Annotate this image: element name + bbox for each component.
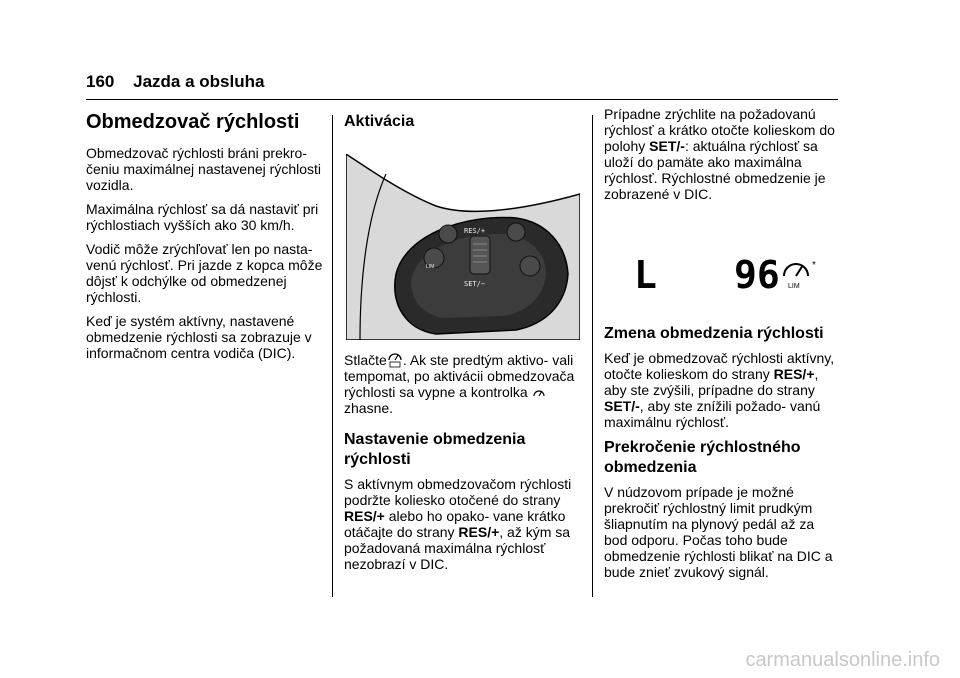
page-number: 160 <box>86 72 115 91</box>
steering-wheel-illustration <box>346 154 580 340</box>
dic-limiter-icon <box>784 260 816 276</box>
paragraph: Vodič môže zrýchľovať len po nasta- venú rýchlosť. Pri jazde z kopca môže dôjsť k odchýlke od obmedzenej rýchlosti. <box>86 241 323 305</box>
res-label: RES/+ <box>464 227 486 235</box>
dic-speed: 96 <box>734 253 780 294</box>
column-3 <box>604 106 840 588</box>
watermark: carmanualsonline.info <box>745 649 940 671</box>
svg-text:*: * <box>812 260 816 271</box>
column-2 <box>344 106 580 580</box>
dic-l-indicator: L <box>634 253 657 294</box>
heading-change: Zmena obmedzenia rýchlosti <box>604 325 824 342</box>
set-label: SET/− <box>464 280 486 288</box>
dic-display <box>604 252 840 294</box>
section-title: Jazda a obsluha <box>133 72 265 91</box>
lim-label: LIM <box>426 264 435 270</box>
setting-paragraph: S aktívnym obmedzovačom rýchlosti podržte koliesko otočené do strany RES/+ alebo ho opako- vane krátko otáčajte do strany RES/+, až kým sa požadovaná maximálna rýchlosť nezobrazí v DIC. <box>344 476 572 572</box>
heading-activation: Aktivácia <box>344 113 415 130</box>
cruise-control-icon <box>532 386 546 400</box>
chapter-title: Obmedzovač rýchlosti <box>86 111 300 133</box>
dic-lim-label: LIM <box>788 283 800 290</box>
exceed-paragraph: V núdzovom prípade je možné prekročiť rýchlostný limit prudkým šliapnutím na plynový pedál až za bod odporu. Počas toho bude obmedzenie rýchlosti blikať na DIC a bude znieť zvukový signál. <box>604 484 833 580</box>
intro-paragraph: Prípadne zrýchlite na požadovanú rýchlosť a krátko otočte kolieskom do polohy SET/-: aktuálna rýchlosť sa uloží do pamäte ako maximálna rýchlosť. Rýchlostné obmedzenie je zobrazené v DIC. <box>604 106 835 202</box>
column-1 <box>86 106 324 369</box>
header-rule <box>86 99 838 100</box>
heading-setting: Nastavenie obmedzenia rýchlosti <box>344 431 526 468</box>
paragraph: Maximálna rýchlosť sa dá nastaviť pri rýchlostiach vyšších ako 30 km/h. <box>86 201 319 233</box>
activation-paragraph: Stlačte . Ak ste predtým aktivo- vali tempomat, po aktivácii obmedzovača rýchlosti sa vypne a kontrolka zhasne. <box>344 352 575 416</box>
column-divider <box>592 115 593 597</box>
heading-exceed: Prekročenie rýchlostného obmedzenia <box>604 439 801 476</box>
column-divider <box>332 115 333 597</box>
paragraph: Obmedzovač rýchlosti bráni prekro- čeniu maximálnej nastavenej rýchlosti vozidla. <box>86 145 321 193</box>
speed-limiter-icon <box>387 350 403 368</box>
paragraph: Keď je systém aktívny, nastavené obmedzenie rýchlosti sa zobrazuje v informačnom centra vodiča (DIC). <box>86 313 312 361</box>
page-header <box>86 72 264 92</box>
change-paragraph: Keď je obmedzovač rýchlosti aktívny, otočte kolieskom do strany RES/+, aby ste zvýšili, prípadne do strany SET/-, aby ste znížili požado- vanú maximálnu rýchlosť. <box>604 350 835 430</box>
